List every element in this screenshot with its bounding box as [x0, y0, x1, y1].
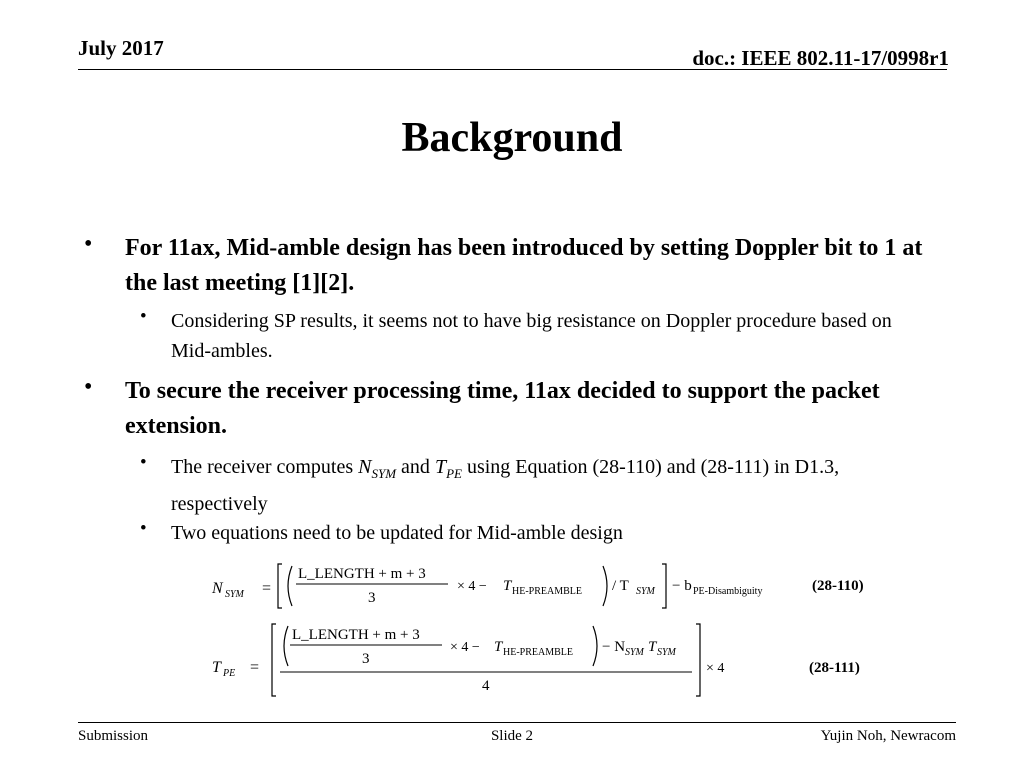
sub-bullet-1-1-text: Considering SP results, it seems not to have big resistance on Doppler procedure based on Mid-ambles.: [171, 310, 892, 362]
eq1-t-he: T: [503, 578, 512, 594]
eq1-left-bracket: [278, 564, 282, 608]
header-date: July 2017: [78, 36, 164, 60]
eq1-right-paren: [603, 566, 607, 606]
eq2-minus-n: − N: [602, 639, 626, 655]
eq2-equals: =: [250, 659, 260, 676]
eq1-div-t: / T: [612, 578, 629, 594]
eq1-denominator: 3: [368, 590, 376, 606]
header-divider: [78, 69, 947, 70]
eq1-b-sub: PE-Disambiguity: [693, 586, 763, 597]
bullet-symbol: •: [140, 452, 147, 473]
eq1-label: (28-110): [812, 578, 864, 594]
var-t-sub: PE: [446, 466, 462, 481]
eq2-t-sym-sub: SYM: [657, 647, 676, 658]
eq2-numerator: L_LENGTH + m + 3: [292, 627, 420, 643]
eq2-times4-out: × 4: [706, 661, 725, 676]
sub-bullet-2-2-text: Two equations need to be updated for Mid-amble design: [171, 522, 623, 544]
var-t: T: [434, 456, 447, 478]
slide-title: Background: [401, 115, 623, 161]
equation-28-110: [211, 564, 864, 608]
eq2-outer-denominator: 4: [482, 678, 490, 694]
eq1-times4: × 4 −: [457, 579, 487, 594]
bullet-2-text: To secure the receiver processing time, 11ax decided to support the packet extension.: [125, 378, 880, 439]
eq1-numerator: L_LENGTH + m + 3: [298, 566, 426, 582]
bullet-symbol: •: [140, 306, 147, 327]
bullet-symbol: •: [140, 518, 147, 539]
eq2-t-he: T: [494, 639, 503, 655]
equation-28-111: [212, 624, 860, 696]
eq1-div-t-sub: SYM: [636, 586, 655, 597]
eq2-label: (28-111): [809, 660, 860, 676]
footer-divider: [78, 722, 956, 723]
eq1-t-he-sub: HE-PREAMBLE: [512, 586, 582, 597]
eq1-right-bracket: [662, 564, 666, 608]
footer-author: Yujin Noh, Newracom: [820, 728, 956, 744]
equations-figure: [210, 560, 890, 700]
eq1-equals: =: [262, 580, 272, 597]
sub-bullet-2-1-text: [171, 452, 906, 519]
eq2-times4: × 4 −: [450, 640, 480, 655]
eq2-left-paren: [284, 626, 288, 666]
eq2-left-bracket: [272, 624, 276, 696]
eq1-minus-b: − b: [672, 578, 692, 594]
var-n-sub: SYM: [371, 466, 397, 481]
eq2-right-paren: [593, 626, 597, 666]
bullet-symbol: •: [84, 374, 93, 400]
eq2-right-bracket: [696, 624, 700, 696]
var-n: N: [358, 456, 372, 478]
eq2-t-he-sub: HE-PREAMBLE: [503, 647, 573, 658]
footer-submission: Submission: [78, 728, 149, 744]
eq2-t-sym: T: [648, 639, 657, 655]
eq1-lhs-sub: SYM: [225, 589, 244, 600]
eq2-n-sub: SYM: [625, 647, 644, 658]
eq2-denominator: 3: [362, 651, 370, 667]
bullet-1-text: For 11ax, Mid-amble design has been introduced by setting Doppler bit to 1 at the last meeting [1][2].: [125, 235, 923, 296]
sub-bullet-2-1-pre: The receiver computes: [171, 456, 359, 478]
sub-bullet-2-1-mid: and: [396, 456, 435, 478]
bullet-symbol: •: [84, 231, 93, 257]
header-doc-id: doc.: IEEE 802.11-17/0998r1: [692, 46, 949, 70]
footer-slide-number: Slide 2: [490, 728, 534, 744]
sub-bullet-2-1-post: using Equation (28-110) and (28-111) in D1.3, respectively: [171, 456, 840, 515]
eq1-lhs: N: [212, 580, 223, 597]
eq2-lhs: T: [212, 659, 221, 676]
eq1-left-paren: [288, 566, 292, 606]
eq2-lhs-sub: PE: [223, 668, 236, 679]
